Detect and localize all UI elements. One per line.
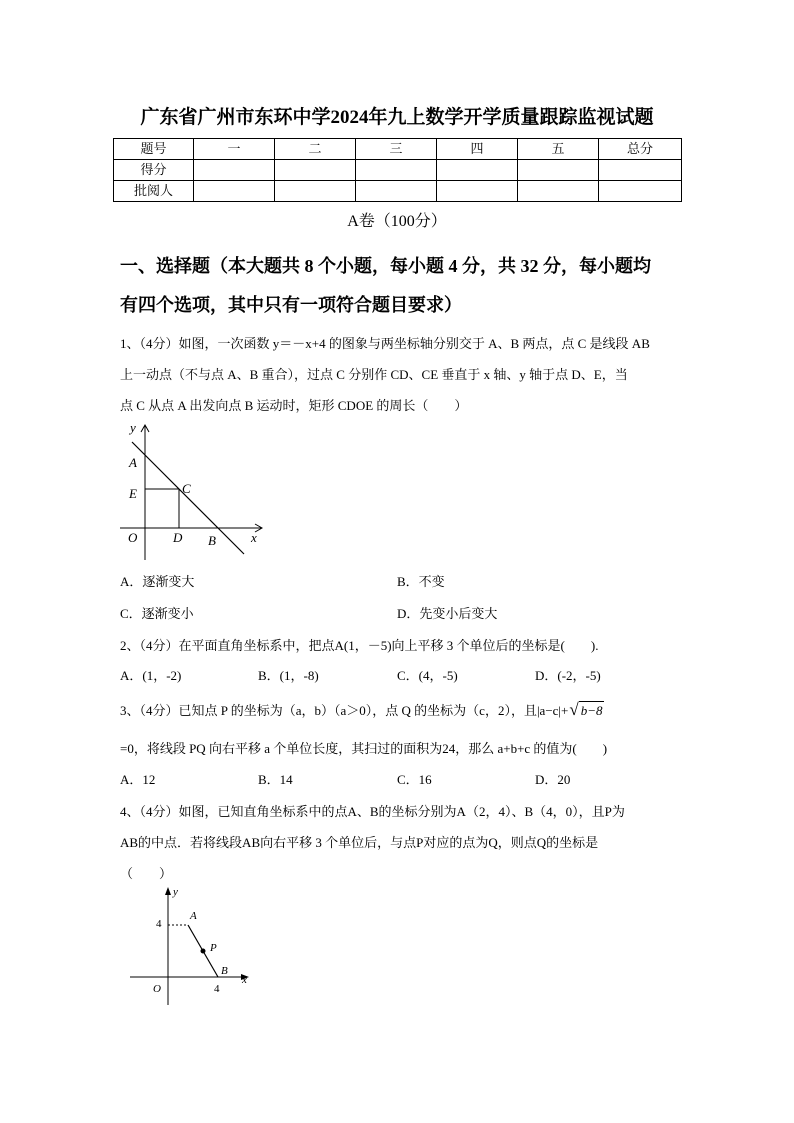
q2-option-d: D．(-2，-5) — [535, 668, 601, 683]
row-label-score: 得分 — [114, 160, 194, 181]
sqrt-sign: √ — [569, 700, 579, 719]
part-heading-line-2: 有四个选项，其中只有一项符合题目要求） — [120, 295, 462, 315]
q3-option-b: B．14 — [258, 772, 293, 787]
score-table-header-row — [114, 139, 682, 160]
q3-option-a: A．12 — [120, 772, 156, 787]
score-cell — [356, 160, 437, 181]
reviewer-cell — [275, 181, 356, 202]
reviewer-cell — [356, 181, 437, 202]
score-cell — [275, 160, 356, 181]
label-point-a: A — [129, 455, 137, 470]
label-origin: O — [128, 530, 138, 545]
score-cell — [518, 160, 599, 181]
header-cell-4: 四 — [437, 139, 518, 160]
q3-line-2: =0，将线段 PQ 向右平移 a 个单位长度，其扫过的面积为24，那么 a+b+c 的值为( ) — [120, 741, 608, 756]
label-point-e: E — [129, 486, 137, 501]
q1-line-2: 上一动点（不与点 A、B 重合），过点 C 分别作 CD、CE 垂直于 x 轴、y 轴于点 D、E，当 — [120, 367, 628, 382]
score-row — [114, 160, 682, 181]
reviewer-cell — [599, 181, 682, 202]
score-cell — [599, 160, 682, 181]
header-cell-5: 五 — [518, 139, 599, 160]
header-cell-2: 二 — [275, 139, 356, 160]
label-point-p: P — [210, 942, 217, 954]
line-ab — [132, 442, 244, 554]
label-y-tick: 4 — [156, 918, 162, 930]
q4-line-3: （ ） — [120, 866, 173, 881]
label-point-b: B — [221, 965, 228, 977]
header-cell-3: 三 — [356, 139, 437, 160]
header-cell-number: 题号 — [114, 139, 194, 160]
label-point-c: C — [182, 481, 191, 496]
q3-option-c: C．16 — [397, 772, 432, 787]
row-label-reviewer: 批阅人 — [114, 181, 194, 202]
point-p-dot — [201, 949, 206, 954]
score-cell — [194, 160, 275, 181]
reviewer-cell — [437, 181, 518, 202]
label-point-b: B — [208, 533, 216, 548]
label-origin: O — [153, 983, 161, 995]
label-x-axis: x — [242, 974, 247, 986]
q3-option-d: D．20 — [535, 772, 571, 787]
label-point-a: A — [190, 910, 197, 922]
q4-line-1: 4、（4分）如图，已知直角坐标系中的点A、B的坐标分别为A（2，4）、B（4，0），且P为 — [120, 804, 625, 819]
q1-option-b: B．不变 — [397, 574, 445, 589]
q2-option-b: B．(1，-8) — [258, 668, 319, 683]
q1-line-1: 1、（4分）如图，一次函数 y＝－x+4 的图象与两坐标轴分别交于 A、B 两点，点 C 是线段 AB — [120, 336, 650, 351]
reviewer-cell — [194, 181, 275, 202]
q2-option-a: A．(1，-2) — [120, 668, 182, 683]
label-point-d: D — [173, 530, 183, 545]
q2-option-c: C．(4，-5) — [397, 668, 458, 683]
label-x-axis: x — [251, 530, 257, 545]
y-axis-arrow — [165, 887, 171, 895]
q1-option-a: A．逐渐变大 — [120, 574, 195, 589]
q1-figure — [113, 415, 273, 565]
q3-line-1-text: 3、（4分）已知点 P 的坐标为（a，b）（a＞0），点 Q 的坐标为（c，2），且|a−c|+ — [120, 703, 569, 718]
exam-title: 广东省广州市东环中学2024年九上数学开学质量跟踪监视试题 — [140, 107, 654, 128]
q1-option-c: C．逐渐变小 — [120, 606, 194, 621]
label-y-axis: y — [130, 420, 136, 435]
q3-line-1 — [120, 701, 604, 720]
reviewer-cell — [518, 181, 599, 202]
score-cell — [437, 160, 518, 181]
q3-radicand: b−8 — [580, 703, 603, 718]
q1-line-3: 点 C 从点 A 出发向点 B 运动时，矩形 CDOE 的周长（ ） — [120, 398, 468, 413]
score-table — [113, 138, 682, 202]
reviewer-row — [114, 181, 682, 202]
q1-option-d: D．先变小后变大 — [397, 606, 498, 621]
header-cell-1: 一 — [194, 139, 275, 160]
section-title: A卷（100分） — [347, 213, 447, 230]
q4-line-2: AB的中点．若将线段AB向右平移 3 个单位后，与点P对应的点为Q，则点Q的坐标是 — [120, 835, 599, 850]
label-x-tick: 4 — [214, 983, 220, 995]
part-heading-line-1: 一、选择题（本大题共 8 个小题，每小题 4 分，共 32 分，每小题均 — [120, 256, 651, 276]
label-y-axis: y — [173, 886, 178, 898]
header-cell-total: 总分 — [599, 139, 682, 160]
q4-figure — [125, 883, 255, 1008]
q2-line-1: 2、（4分）在平面直角坐标系中，把点A(1，－5)向上平移 3 个单位后的坐标是( ). — [120, 638, 599, 653]
